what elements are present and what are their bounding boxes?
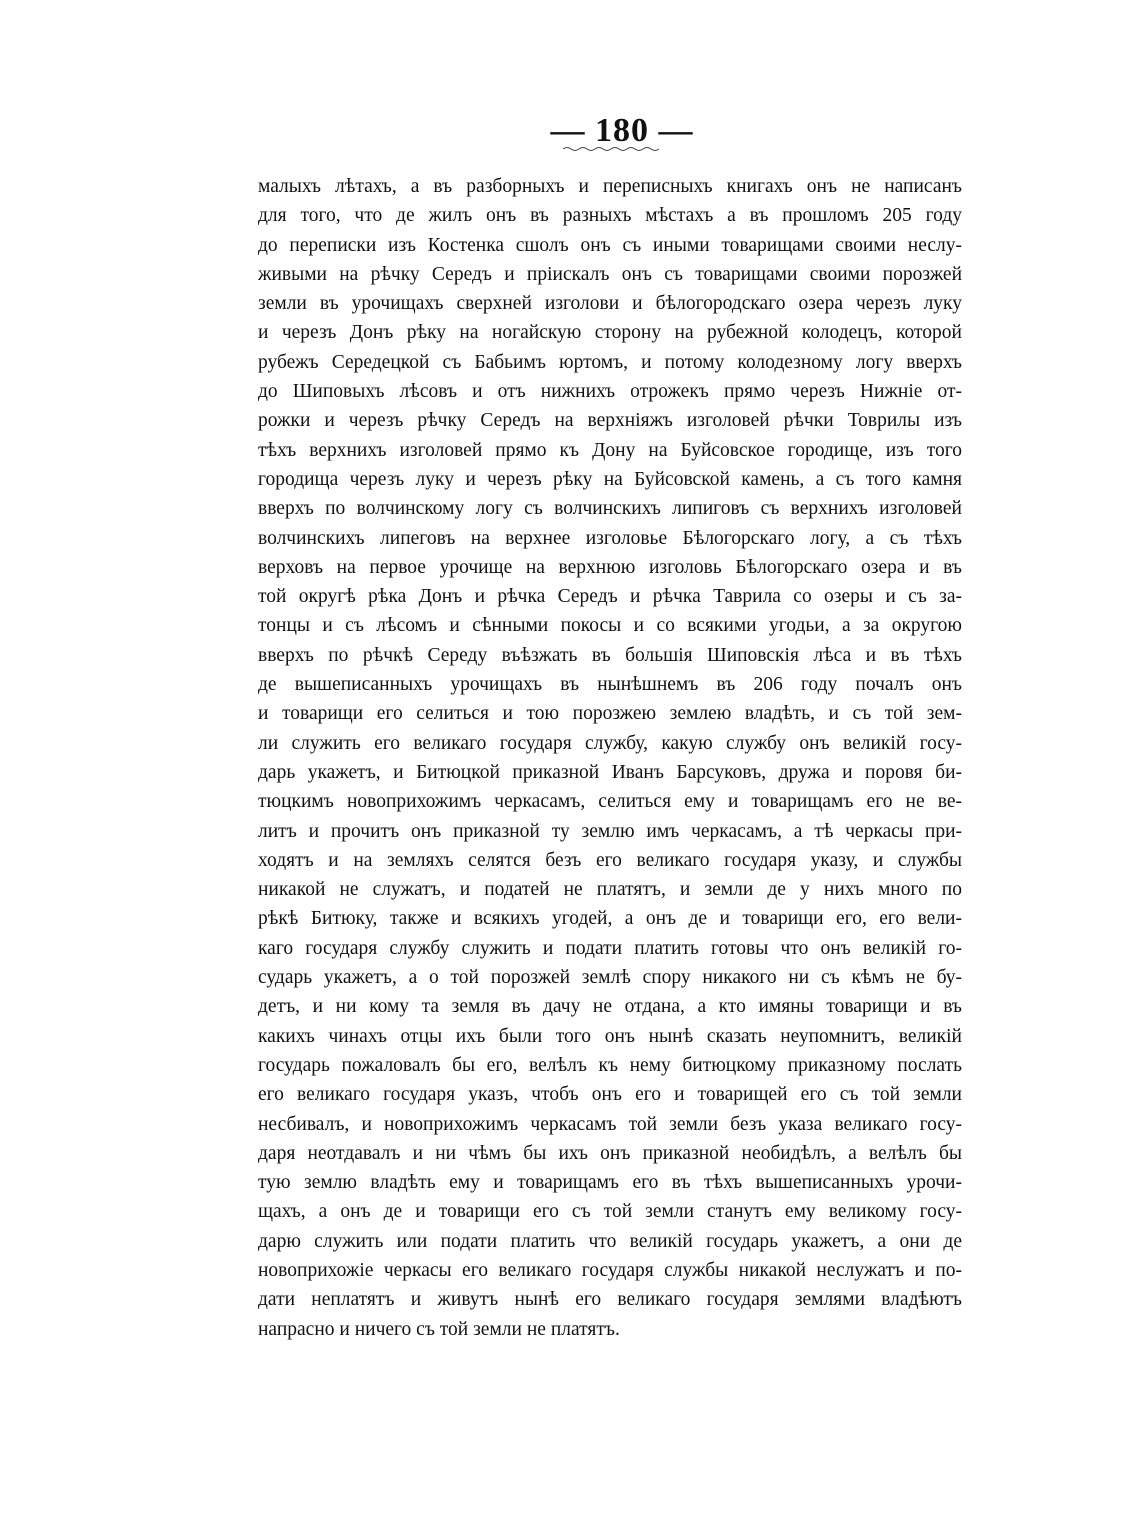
text-line: сударь укажетъ, а о той порозжей землѣ спору никакого ни съ кѣмъ не бу-: [258, 967, 962, 989]
text-line: несбивалъ, и новоприхожимъ черкасамъ той земли безъ указа великаго госу-: [258, 1113, 962, 1135]
text-line: литъ и прочитъ онъ приказной ту землю имъ черкасамъ, а тѣ черкасы при-: [258, 820, 962, 842]
text-line: до Шиповыхъ лѣсовъ и отъ нижнихъ отрожекъ прямо черезъ Нижнiе от-: [258, 381, 962, 403]
text-line: дати неплатятъ и живутъ нынѣ его великаго государя землями владѣютъ: [258, 1289, 962, 1311]
text-line: никакой не служатъ, и податей не платятъ, и земли де у нихъ много по: [258, 879, 962, 901]
text-line: новоприхожiе черкасы его великаго государя службы никакой неслужатъ и по-: [258, 1259, 962, 1281]
text-line: рожки и черезъ рѣчку Середъ на верхнiяжъ изголовей рѣчки Товрилы изъ: [258, 410, 962, 432]
text-line: вверхъ по рѣчкѣ Середу въѣзжать въ большiя Шиповскiя лѣса и въ тѣхъ: [258, 644, 962, 666]
text-line: тюцкимъ новоприхожимъ черкасамъ, селиться ему и товарищамъ его не ве-: [258, 791, 962, 813]
page-number: — 180 —: [550, 112, 694, 149]
text-line: дарь укажетъ, и Битюцкой приказной Иванъ Барсуковъ, дружа и поровя би-: [258, 761, 962, 783]
text-line: той округѣ рѣка Донъ и рѣчка Середъ и рѣчка Таврила со озеры и съ за-: [258, 586, 962, 608]
text-line: детъ, и ни кому та земля въ дачу не отдана, а кто имяны товарищи и въ: [258, 996, 962, 1018]
text-line: волчинскихъ липеговъ на верхнее изголовье Бѣлогорскаго логу, а съ тѣхъ: [258, 527, 962, 549]
text-line: его великаго государя указъ, чтобъ онъ его и товарищей его съ той земли: [258, 1084, 962, 1106]
text-line: напрасно и ничего съ той земли не платятъ.: [258, 1318, 620, 1340]
text-line: городища черезъ луку и черезъ рѣку на Буйсовской камень, а съ того камня: [258, 468, 962, 490]
body-text: [258, 172, 962, 1344]
text-line: каго государя службу служить и подати платить готовы что онъ великiй го-: [258, 937, 962, 959]
text-line: земли въ урочищахъ сверхней изголови и бѣлогородскаго озера черезъ луку: [258, 293, 962, 315]
text-line: рубежъ Середецкой съ Бабьимъ юртомъ, и потому колодезному логу вверхъ: [258, 351, 962, 373]
text-line: тонцы и съ лѣсомъ и сѣнными покосы и со всякими угодьи, а за округою: [258, 615, 962, 637]
text-line: верховъ на первое урочище на верхнюю изголовь Бѣлогорскаго озера и въ: [258, 556, 962, 578]
text-line: и товарищи его селиться и тою порозжею землею владѣть, и съ той зем-: [258, 703, 962, 725]
wavy-ornament: [563, 146, 659, 152]
text-line: государь пожаловалъ бы его, велѣлъ къ нему битюцкому приказному послать: [258, 1054, 962, 1076]
text-line: дарю служить или подати платить что великiй государь укажетъ, а они де: [258, 1230, 962, 1252]
text-line: тую землю владѣть ему и товарищамъ его въ тѣхъ вышеписанныхъ урочи-: [258, 1172, 962, 1194]
text-line: де вышеписанныхъ урочищахъ въ нынѣшнемъ въ 206 году почалъ онъ: [258, 674, 962, 696]
text-line: малыхъ лѣтахъ, а въ разборныхъ и переписныхъ книгахъ онъ не написанъ: [258, 176, 962, 197]
text-line: живыми на рѣчку Середъ и прiискалъ онъ съ товарищами своими порозжей: [258, 263, 962, 285]
text-line: до переписки изъ Костенка сшолъ онъ съ иными товарищами своими неслу-: [258, 234, 962, 256]
text-line: рѣкѣ Битюку, также и всякихъ угодей, а онъ де и товарищи его, его вели-: [258, 908, 962, 930]
text-line: тѣхъ верхнихъ изголовей прямо къ Дону на Буйсовское городище, изъ того: [258, 439, 962, 461]
text-line: ходятъ и на земляхъ селятся безъ его великаго государя указу, и службы: [258, 849, 962, 871]
text-line: какихъ чинахъ отцы ихъ были того онъ нынѣ сказать неупомнитъ, великiй: [258, 1025, 962, 1047]
text-line: даря неотдавалъ и ни чѣмъ бы ихъ онъ приказной необидѣлъ, а велѣлъ бы: [258, 1142, 962, 1164]
text-line: ли служить его великаго государя службу, какую службу онъ великiй госу-: [258, 732, 962, 754]
text-line: вверхъ по волчинскому логу съ волчинскихъ липиговъ съ верхнихъ изголовей: [258, 498, 962, 520]
text-line: для того, что де жилъ онъ въ разныхъ мѣстахъ а въ прошломъ 205 году: [258, 205, 962, 227]
text-line: и черезъ Донъ рѣку на ногайскую сторону на рубежной колодецъ, которой: [258, 322, 962, 344]
text-line: щахъ, а онъ де и товарищи его съ той земли станутъ ему великому госу-: [258, 1201, 962, 1223]
